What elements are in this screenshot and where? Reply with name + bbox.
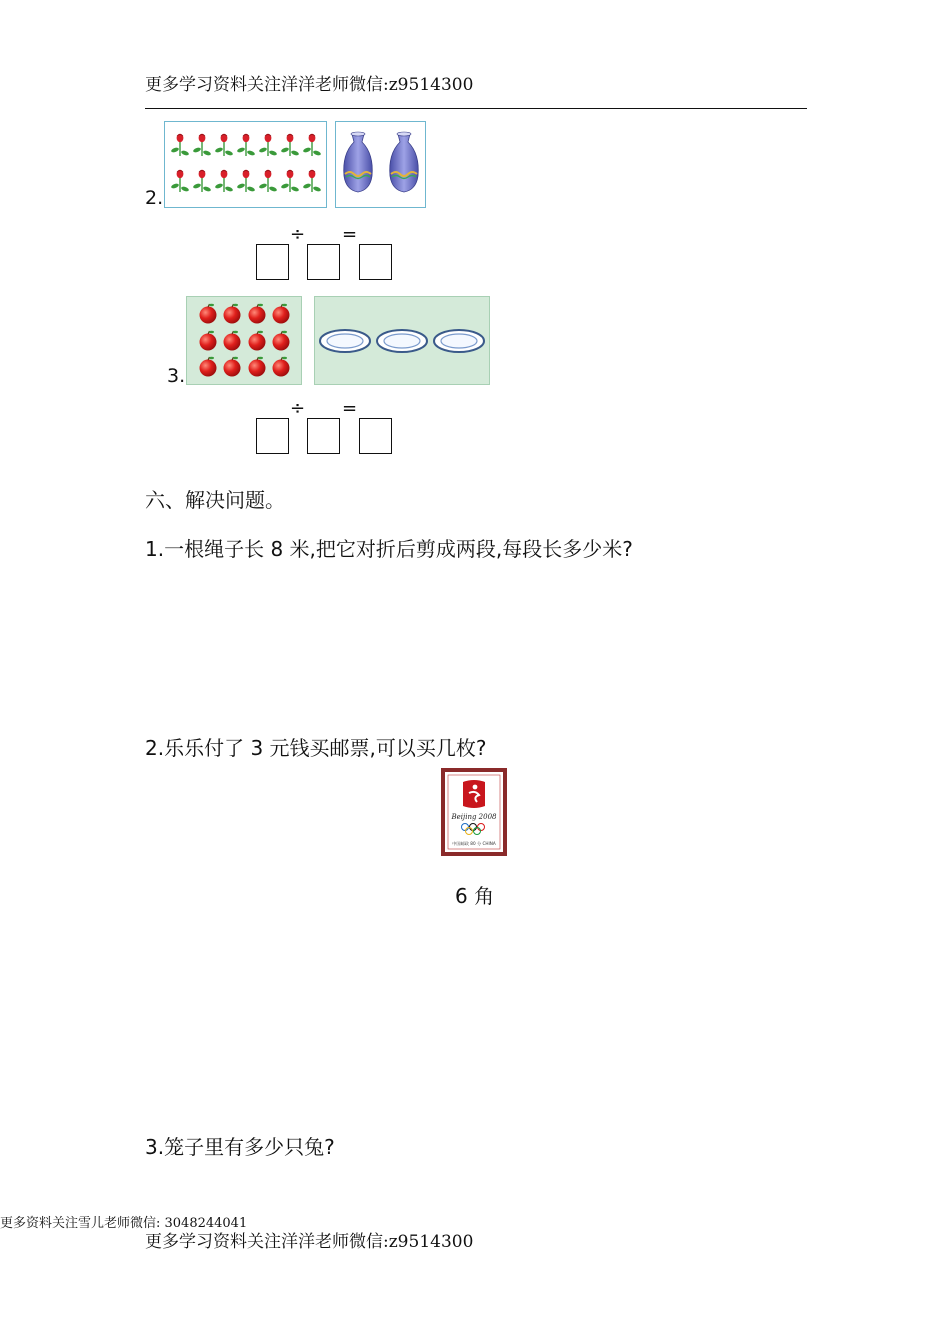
answer-box[interactable] [256,418,289,454]
divide-sign: ÷ [290,224,306,245]
footer-small-text: 更多资料关注雪儿老师微信: 3048244041 [0,1216,248,1231]
vase-icon [344,132,373,192]
header-rule [145,108,807,109]
rose-icon [303,170,322,192]
plates-illustration [315,297,489,384]
beijing-emblem-icon [463,780,485,808]
rose-icon [259,170,278,192]
apples-illustration [187,297,301,384]
rose-icon [281,134,300,156]
page-header-text: 更多学习资料关注洋洋老师微信:z9514300 [145,75,474,95]
page-footer-text: 更多学习资料关注洋洋老师微信:z9514300 [145,1232,474,1252]
apple-icon [224,304,241,324]
stamp-country: 中国邮政 80 分 CHINA [452,841,496,846]
apple-icon [273,357,290,377]
apple-icon [200,304,217,324]
stamp-brand: Beijing 2008 [451,813,497,821]
apple-icon [224,357,241,377]
section-title: 六、解决问题。 [145,488,285,512]
problem-3: 3.笼子里有多少只兔? [145,1135,335,1159]
rose-icon [193,134,212,156]
plate-icon [377,330,427,352]
answer-box[interactable] [256,244,289,280]
apple-icon [249,357,266,377]
plate-icon [320,330,370,352]
rose-icon [237,134,256,156]
rose-icon [281,170,300,192]
stamp-illustration [441,768,507,856]
vase-icon [390,132,419,192]
rose-icon [237,170,256,192]
stamp-price: 6 角 [455,884,495,908]
plates-picture [314,296,490,385]
problem-1: 1.一根绳子长 8 米,把它对折后剪成两段,每段长多少米? [145,537,633,561]
answer-box[interactable] [359,244,392,280]
equals-sign: = [342,224,358,245]
problem-2: 2.乐乐付了 3 元钱买邮票,可以买几枚? [145,736,487,760]
apple-icon [273,331,290,351]
rose-icon [303,134,322,156]
exercise-2-number: 2. [145,187,164,209]
apple-icon [200,331,217,351]
answer-box[interactable] [359,418,392,454]
olympic-stamp [441,768,507,856]
roses-illustration [165,122,326,207]
roses-picture [164,121,327,208]
rose-icon [215,170,234,192]
vases-picture [335,121,426,208]
rose-icon [259,134,278,156]
apples-picture [186,296,302,385]
rose-icon [193,170,212,192]
apple-icon [273,304,290,324]
answer-box[interactable] [307,418,340,454]
apple-icon [200,357,217,377]
exercise-3-number: 3. [167,365,186,387]
apple-icon [224,331,241,351]
vases-illustration [336,122,425,207]
plate-icon [434,330,484,352]
divide-sign: ÷ [290,398,306,419]
rose-icon [171,134,190,156]
rose-icon [215,134,234,156]
answer-box[interactable] [307,244,340,280]
apple-icon [249,331,266,351]
rose-icon [171,170,190,192]
equals-sign: = [342,398,358,419]
apple-icon [249,304,266,324]
